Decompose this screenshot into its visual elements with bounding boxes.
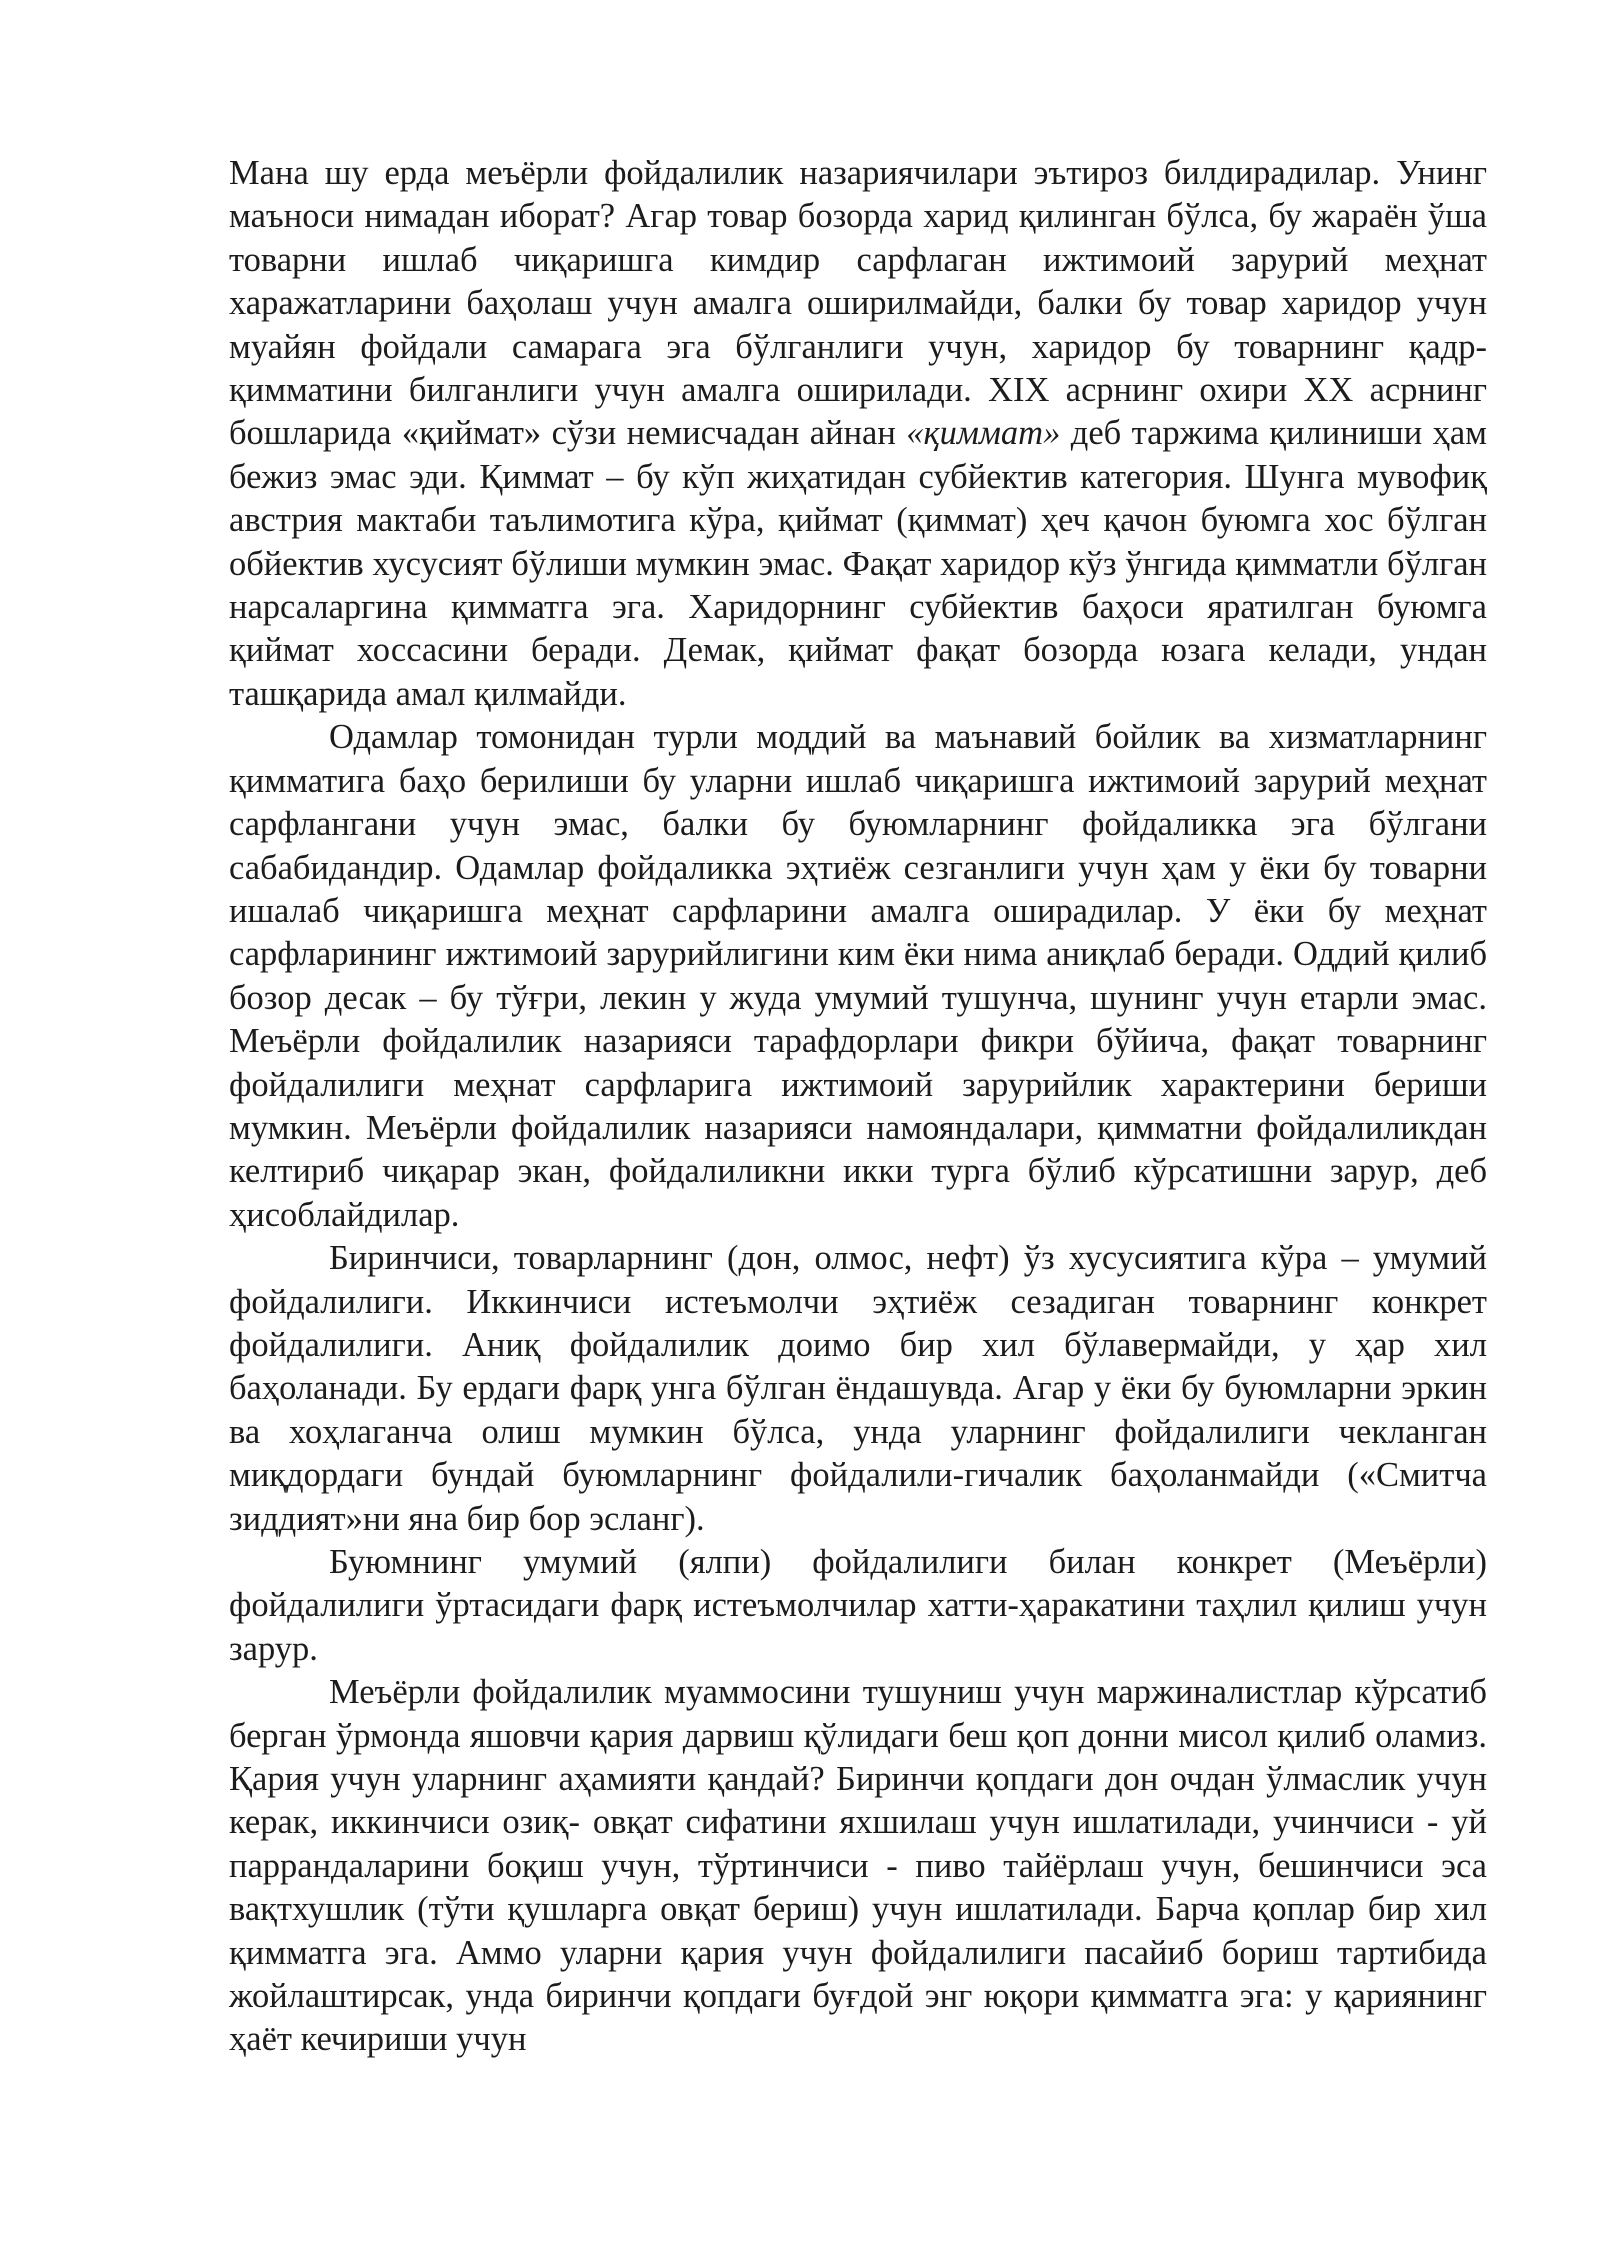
paragraph-3-text: Биринчиси, товарларнинг (дон, олмос, нефт) ўз хусусиятига кўра – умумий фойдалилиги. Иккинчиси истеъмолчи эҳтиёж сезадиган товарнинг конкрет фойдалилиги. Аниқ фойдалилик доимо бир хил бўлавермайди, у ҳар хил баҳоланади. Бу ердаги фарқ унга бўлган ёндашувда. Агар у ёки бу буюмларни эркин ва хоҳлаганча олиш мумкин бўлса, унда уларнинг фойдалилиги чекланган миқдордаги бундай буюмларнинг фойдалили-гичалик баҳоланмайди («Смитча зиддият»ни яна бир бор эсланг). <box>229 1239 1487 1538</box>
paragraph-4-text: Буюмнинг умумий (ялпи) фойдалилиги билан конкрет (Меъёрли) фойдалилиги ўртасидаги фарқ истеъмолчилар хатти-ҳаракатини таҳлил қилиш учун зарур. <box>229 1543 1487 1668</box>
paragraph-2 <box>229 716 1487 1237</box>
paragraph-5-text: Меъёрли фойдалилик муаммосини тушуниш учун маржиналистлар кўрсатиб берган ўрмонда яшовчи қария дарвиш қўлидаги беш қоп донни мисол қилиб оламиз. Қария учун уларнинг аҳамияти қандай? Биринчи қопдаги дон очдан ўлмаслик учун керак, иккинчиси озиқ- овқат сифатини яхшилаш учун ишлатилади, учинчиси - уй паррандаларини боқиш учун, тўртинчиси - пиво тайёрлаш учун, бешинчиси эса вақтхушлик (тўти қушларга овқат бериш) учун ишлатилади. Барча қоплар бир хил қимматга эга. Аммо уларни қария учун фойдалилиги пасайиб бориш тартибида жойлаштирсак, унда биринчи қопдаги буғдой энг юқори қимматга эга: у қариянинг ҳаёт кечириши учун <box>229 1673 1487 2059</box>
paragraph-5 <box>229 1671 1487 2062</box>
paragraph-1-text-b: деб таржима қилиниши ҳам бежиз эмас эди. Қиммат – бу кўп жиҳатидан субйектив категория. Шунга мувофиқ австрия мактаби таълимотига кўра, қиймат (қиммат) ҳеч қачон буюмга хос бўлган обйектив хусусият бўлиши мумкин эмас. Фақат харидор кўз ўнгида қимматли бўлган нарсаларгина қимматга эга. Харидорнинг субйектив баҳоси яратилган буюмга қиймат хоссасини беради. Демак, қиймат фақат бозорда юзага келади, ундан ташқарида амал қилмайди. <box>229 414 1487 713</box>
document-page <box>229 152 1487 2062</box>
paragraph-4 <box>229 1541 1487 1671</box>
paragraph-1 <box>229 152 1487 716</box>
paragraph-3 <box>229 1237 1487 1541</box>
paragraph-2-text: Одамлар томонидан турли моддий ва маънавий бойлик ва хизматларнинг қимматига баҳо берилиши бу уларни ишлаб чиқаришга ижтимоий зарурий меҳнат сарфлангани учун эмас, балки бу буюмларнинг фойдаликка эга бўлгани сабабидандир. Одамлар фойдаликка эҳтиёж сезганлиги учун ҳам у ёки бу товарни ишалаб чиқаришга меҳнат сарфларини амалга оширадилар. У ёки бу меҳнат сарфларининг ижтимоий зарурийлигини ким ёки нима аниқлаб беради. Оддий қилиб бозор десак – бу тўғри, лекин у жуда умумий тушунча, шунинг учун етарли эмас. Меъёрли фойдалилик назарияси тарафдорлари фикри бўйича, фақат товарнинг фойдалилиги меҳнат сарфларига ижтимоий зарурийлик характерини бериши мумкин. Меъёрли фойдалилик назарияси намояндалари, қимматни фойдалиликдан келтириб чиқарар экан, фойдалиликни икки турга бўлиб кўрсатишни зарур, деб ҳисоблайдилар. <box>229 718 1487 1234</box>
paragraph-1-text-a: Мана шу ерда меъёрли фойдалилик назариячилари эътироз билдирадилар. Унинг маъноси нимадан иборат? Агар товар бозорда харид қилинган бўлса, бу жараён ўша товарни ишлаб чиқаришга кимдир сарфлаган ижтимоий зарурий меҳнат харажатларини баҳолаш учун амалга оширилмайди, балки бу товар харидор учун муайян фойдали самарага эга бўлганлиги учун, харидор бу товарнинг қадр-қимматини билганлиги учун амалга оширилади. XIX асрнинг охири XX асрнинг бошларида «қиймат» сўзи немисчадан айнан <box>229 154 1487 453</box>
paragraph-1-italic-term: «қиммат» <box>906 414 1061 453</box>
